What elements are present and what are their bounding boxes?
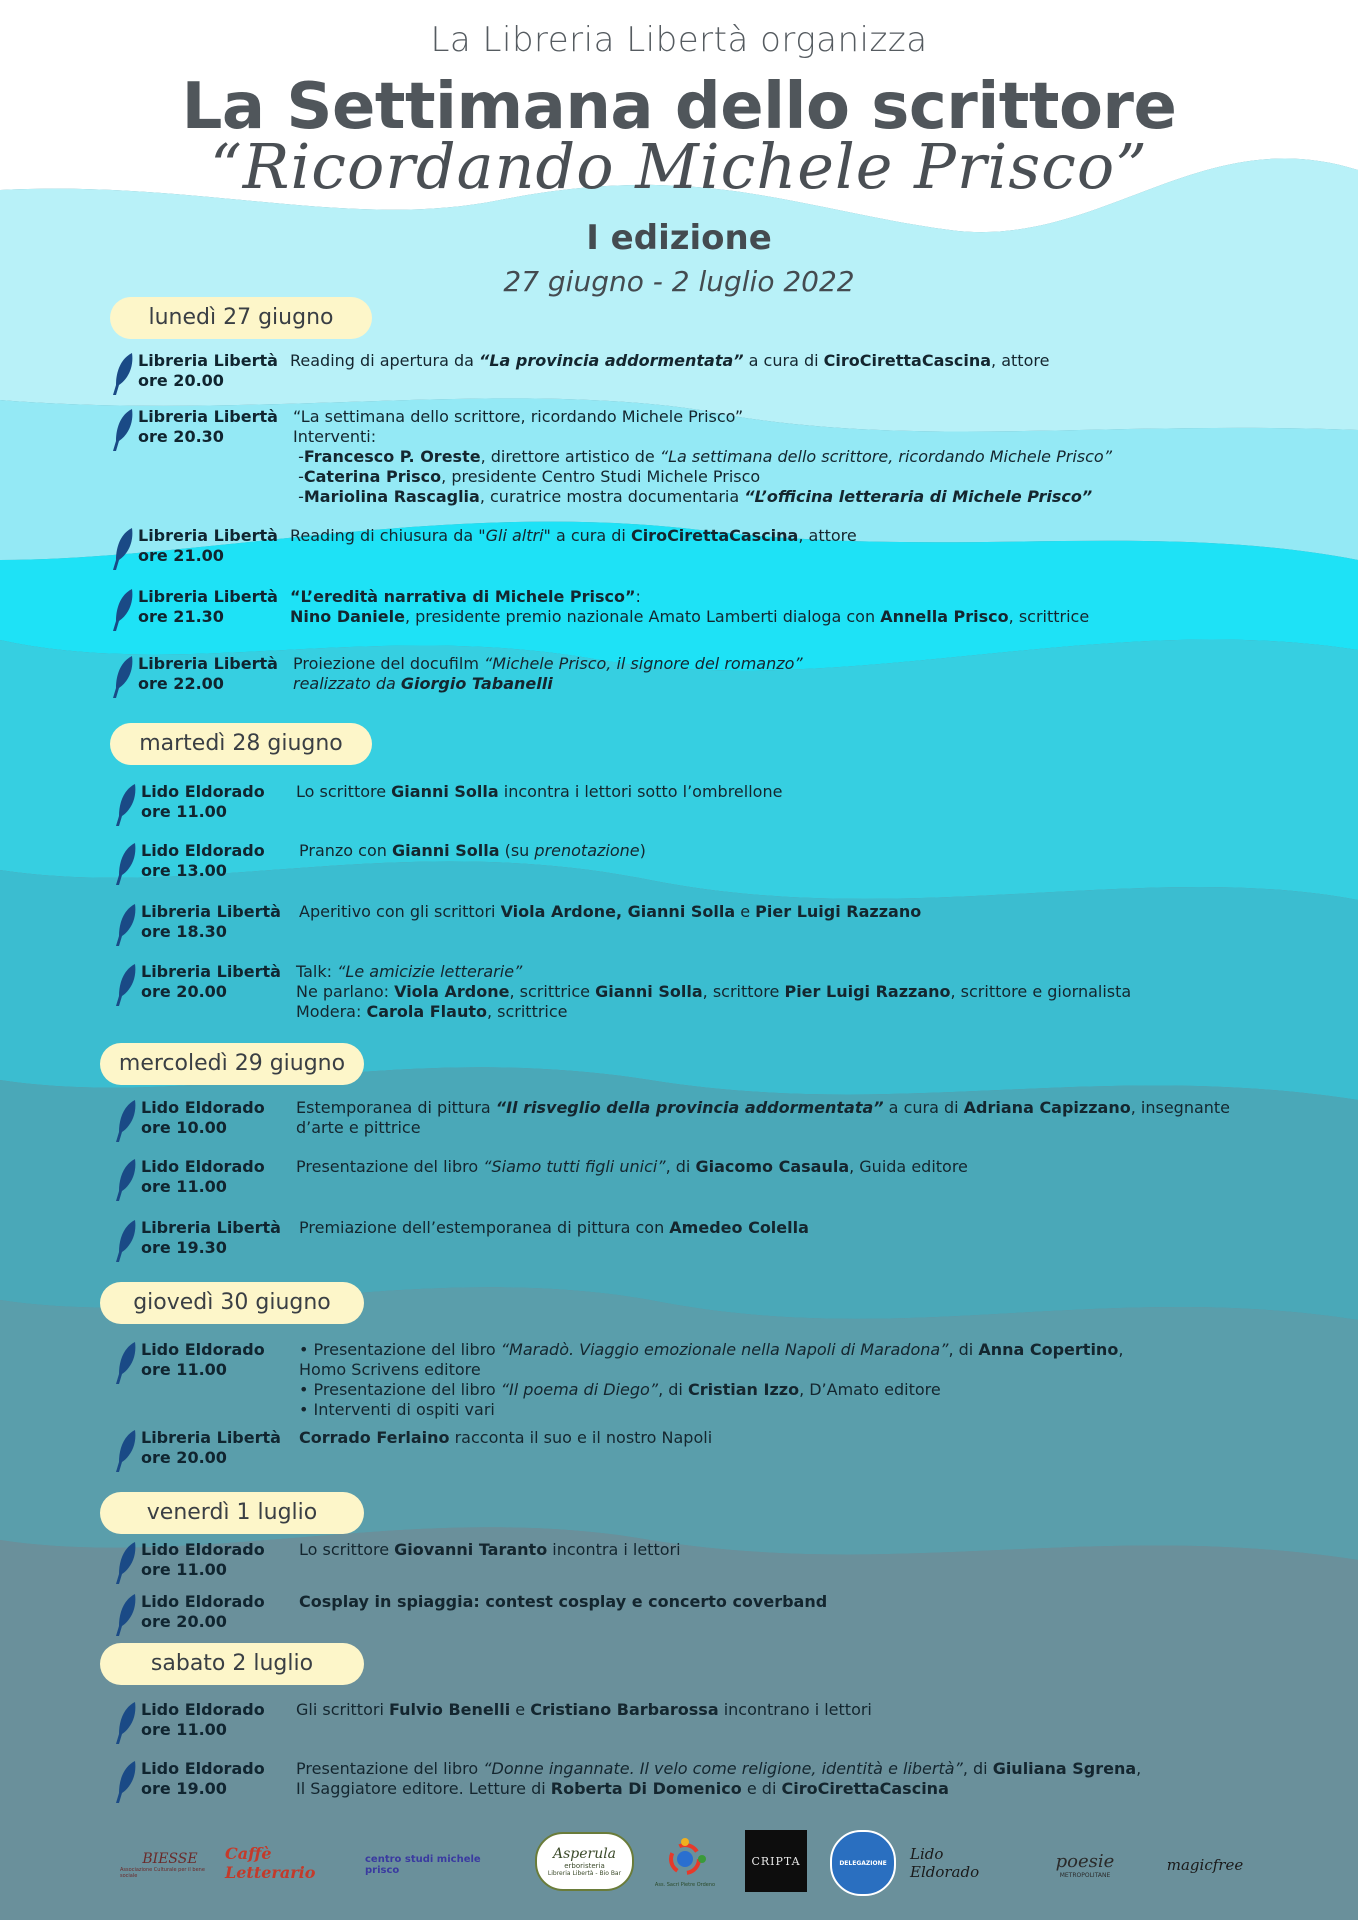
event-description: Talk: “Le amicizie letterarie” Ne parlano: Viola Ardone, scrittrice Gianni Solla, scrittore Pier Luigi Razzano, scrittore e giornalista Modera: Carola Flauto, scrittrice bbox=[296, 962, 1132, 1021]
event-place: Libreria Libertà ore 20.00 bbox=[141, 1428, 281, 1467]
sponsor-caffe-logo: Caffè Letterario bbox=[225, 1843, 316, 1882]
page-title: La Settimana dello scrittore bbox=[181, 70, 1177, 144]
sponsors-bar bbox=[0, 1820, 1358, 1910]
event-description: Corrado Ferlaino racconta il suo e il nostro Napoli bbox=[299, 1428, 713, 1447]
subtitle: “Ricordando Michele Prisco” bbox=[210, 130, 1148, 203]
sponsor-cripta-logo: CRIPTA bbox=[745, 1830, 807, 1892]
feather-icon bbox=[113, 1098, 141, 1144]
dates-label: 27 giugno - 2 luglio 2022 bbox=[503, 265, 855, 298]
event-description: Reading di apertura da “La provincia addormentata” a cura di CiroCirettaCascina, attore bbox=[290, 351, 1050, 370]
event-place: Libreria Libertà ore 18.30 bbox=[141, 902, 281, 941]
sponsor-ass-logo: Ass. Sacri Pietre Ordeno bbox=[650, 1828, 720, 1896]
event-place: Lido Eldorado ore 20.00 bbox=[141, 1592, 265, 1631]
event-place: Libreria Libertà ore 20.00 bbox=[141, 962, 281, 1001]
event-place: Libreria Libertà ore 20.30 bbox=[138, 407, 278, 446]
sponsor-centro-logo: centro studi michele prisco bbox=[365, 1854, 481, 1876]
event-place: Lido Eldorado ore 11.00 bbox=[141, 782, 265, 821]
feather-icon bbox=[110, 587, 138, 633]
event-place: Libreria Libertà ore 21.00 bbox=[138, 526, 278, 565]
intro-text: La Libreria Libertà organizza bbox=[430, 20, 928, 60]
event-description: Proiezione del docufilm “Michele Prisco, il signore del romanzo” realizzato da Giorgio Tabanelli bbox=[293, 654, 803, 693]
feather-icon bbox=[113, 841, 141, 887]
day-pill-saturday: sabato 2 luglio bbox=[100, 1643, 364, 1685]
sponsor-blue-logo: DELEGAZIONE bbox=[830, 1830, 896, 1896]
event-place: Libreria Libertà ore 20.00 bbox=[138, 351, 278, 390]
feather-icon bbox=[113, 782, 141, 828]
event-description: Estemporanea di pittura “Il risveglio della provincia addormentata” a cura di Adriana Capizzano, insegnante d’arte e pittrice bbox=[296, 1098, 1231, 1137]
event-description: “L’eredità narrativa di Michele Prisco”: Nino Daniele, presidente premio nazionale Amato Lamberti dialoga con Annella Prisco, scrittrice bbox=[290, 587, 1090, 626]
feather-icon bbox=[113, 1428, 141, 1474]
feather-icon bbox=[113, 1157, 141, 1203]
feather-icon bbox=[110, 526, 138, 572]
day-pill-wednesday: mercoledì 29 giugno bbox=[100, 1043, 364, 1085]
event-place: Lido Eldorado ore 11.00 bbox=[141, 1700, 265, 1739]
event-place: Lido Eldorado ore 11.00 bbox=[141, 1340, 265, 1379]
day-pill-friday: venerdì 1 luglio bbox=[100, 1492, 364, 1534]
feather-icon bbox=[110, 407, 138, 453]
event-place: Lido Eldorado ore 11.00 bbox=[141, 1540, 265, 1579]
feather-icon bbox=[113, 1218, 141, 1264]
day-pill-tuesday: martedì 28 giugno bbox=[110, 723, 372, 765]
feather-icon bbox=[113, 902, 141, 948]
event-place: Lido Eldorado ore 19.00 bbox=[141, 1759, 265, 1798]
event-description: Aperitivo con gli scrittori Viola Ardone, Gianni Solla e Pier Luigi Razzano bbox=[299, 902, 922, 921]
feather-icon bbox=[110, 654, 138, 700]
feather-icon bbox=[113, 1340, 141, 1386]
event-place: Libreria Libertà ore 19.30 bbox=[141, 1218, 281, 1257]
sponsor-biesse-logo: BIESSE Associazione Culturale per il bene sociale bbox=[120, 1851, 205, 1879]
ass-emblem-icon bbox=[662, 1836, 708, 1882]
event-description: Pranzo con Gianni Solla (su prenotazione) bbox=[299, 841, 646, 860]
sponsor-asperula-logo: Asperula erboristeria Libreria Libertà - Bio Bar bbox=[535, 1832, 634, 1891]
event-place: Libreria Libertà ore 21.30 bbox=[138, 587, 278, 626]
event-description: Presentazione del libro “Siamo tutti figli unici”, di Giacomo Casaula, Guida editore bbox=[296, 1157, 968, 1176]
event-description: Lo scrittore Giovanni Taranto incontra i lettori bbox=[299, 1540, 681, 1559]
feather-icon bbox=[113, 962, 141, 1008]
sponsor-lido-logo: Lido Eldorado bbox=[910, 1844, 980, 1881]
event-place: Lido Eldorado ore 10.00 bbox=[141, 1098, 265, 1137]
event-description: Gli scrittori Fulvio Benelli e Cristiano Barbarossa incontrano i lettori bbox=[296, 1700, 872, 1719]
event-description: Presentazione del libro “Donne ingannate. Il velo come religione, identità e libertà”, di Giuliana Sgrena, Il Saggiatore editore. Letture di Roberta Di Domenico e di CiroCirettaCascina bbox=[296, 1759, 1142, 1798]
feather-icon bbox=[110, 351, 138, 397]
feather-icon bbox=[113, 1540, 141, 1586]
sponsor-magic-logo: magicfree bbox=[1166, 1856, 1244, 1874]
sponsor-poesie-logo: poesie METROPOLITANE bbox=[1055, 1851, 1115, 1879]
feather-icon bbox=[113, 1700, 141, 1746]
event-description: Reading di chiusura da "Gli altri" a cura di CiroCirettaCascina, attore bbox=[290, 526, 857, 545]
day-pill-monday: lunedì 27 giugno bbox=[110, 297, 372, 339]
feather-icon bbox=[113, 1759, 141, 1805]
edition-label: I edizione bbox=[586, 218, 772, 258]
event-description: Cosplay in spiaggia: contest cosplay e concerto coverband bbox=[299, 1592, 828, 1611]
event-place: Lido Eldorado ore 11.00 bbox=[141, 1157, 265, 1196]
event-description: • Presentazione del libro “Maradò. Viaggio emozionale nella Napoli di Maradona”, di Anna Copertino, Homo Scrivens editore • Presentazione del libro “Il poema di Diego”, di Cristian Izzo, D’Amato editore • Interventi di ospiti vari bbox=[299, 1340, 1124, 1419]
event-description: Lo scrittore Gianni Solla incontra i lettori sotto l’ombrellone bbox=[296, 782, 783, 801]
event-description: Premiazione dell’estemporanea di pittura con Amedeo Colella bbox=[299, 1218, 809, 1237]
event-place: Libreria Libertà ore 22.00 bbox=[138, 654, 278, 693]
event-description: “La settimana dello scrittore, ricordando Michele Prisco” Interventi: -Francesco P. Oreste, direttore artistico de “La settimana dello scrittore, ricordando Michele Prisco” -Caterina Prisco, presidente Centro Studi Michele Prisco -Mariolina Rascaglia, curatrice mostra documentaria “L’officina letteraria di Michele Prisco” bbox=[293, 407, 1112, 506]
feather-icon bbox=[113, 1592, 141, 1638]
event-place: Lido Eldorado ore 13.00 bbox=[141, 841, 265, 880]
day-pill-thursday: giovedì 30 giugno bbox=[100, 1282, 364, 1324]
